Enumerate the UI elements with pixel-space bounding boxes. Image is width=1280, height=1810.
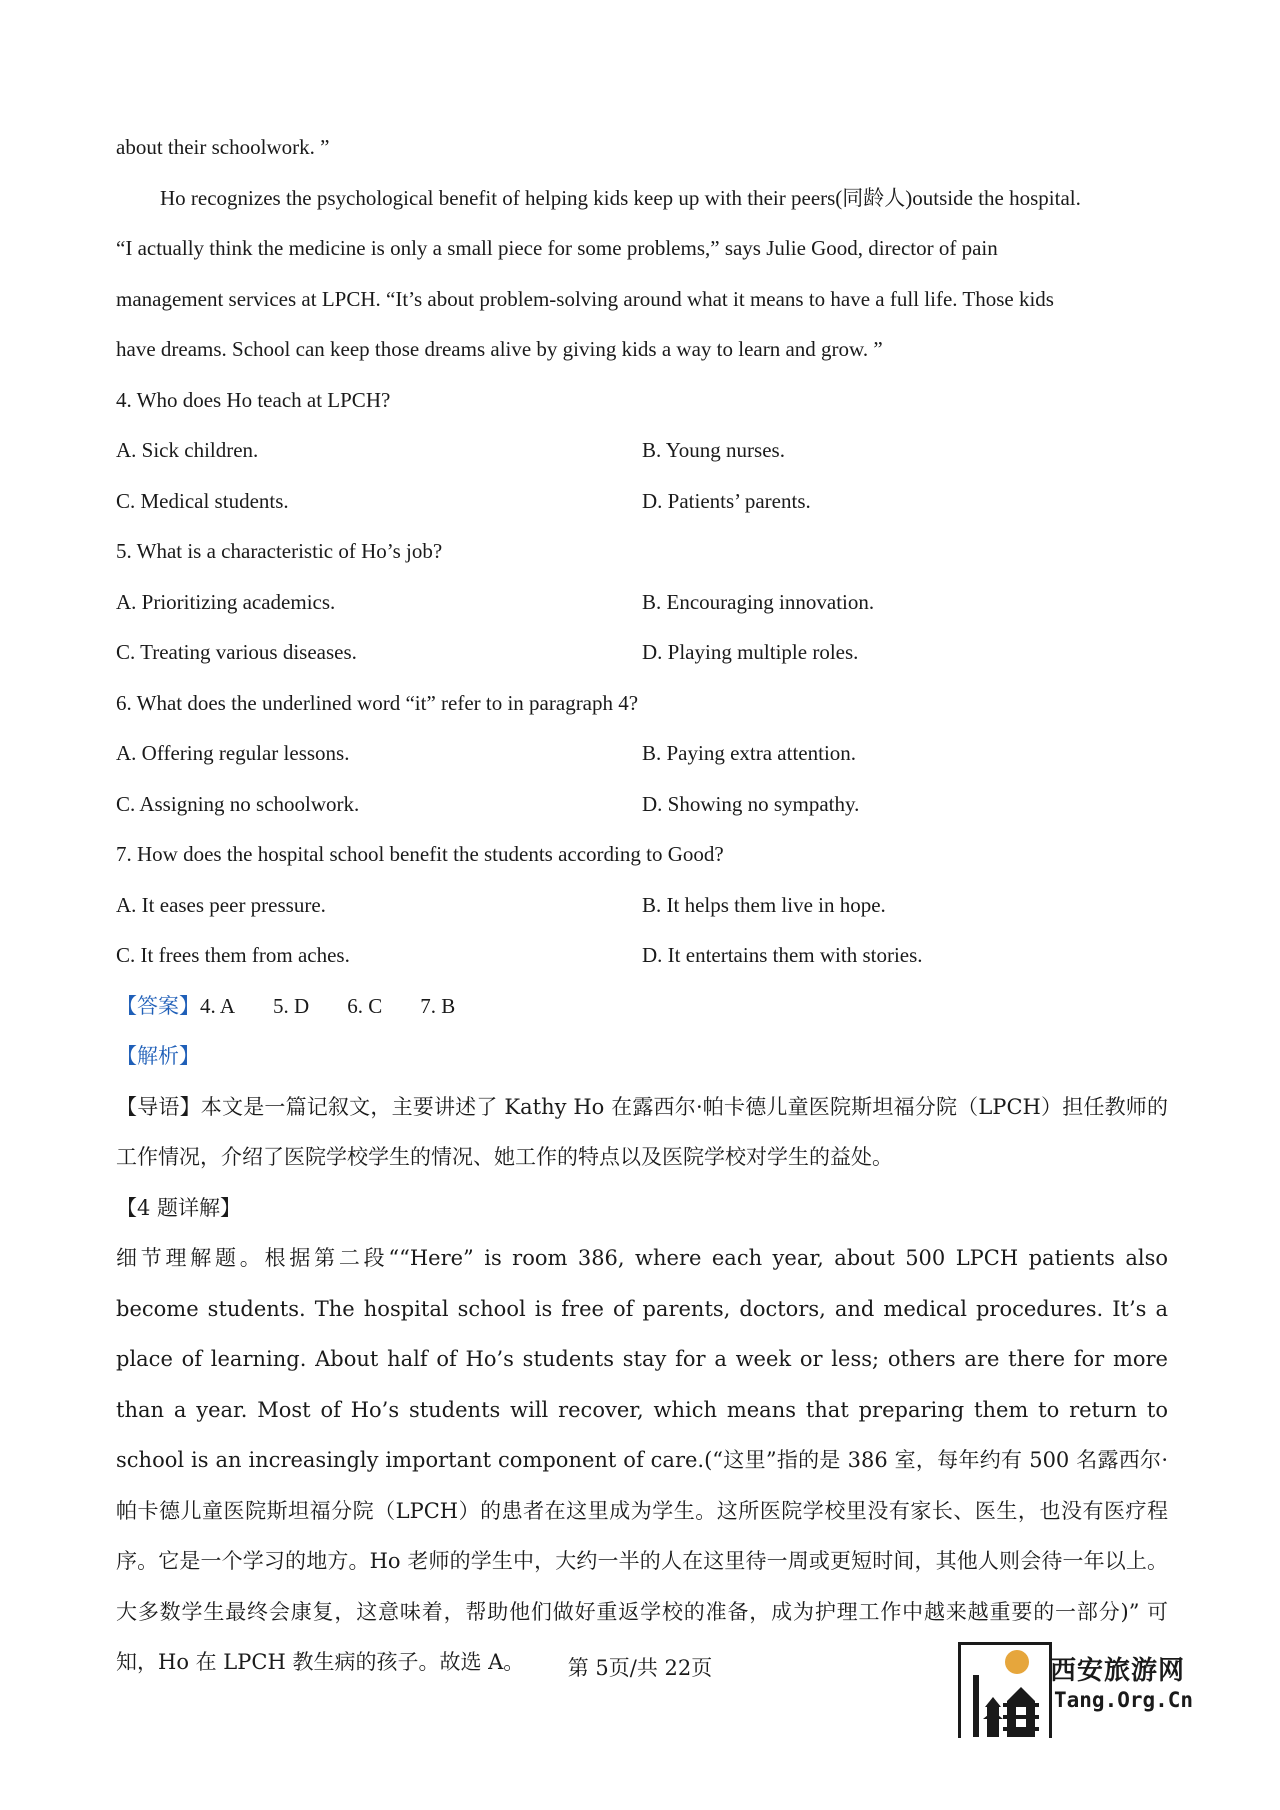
question-stem: 6. What does the underlined word “it” refer to in paragraph 4?: [116, 690, 639, 715]
options-row: [116, 779, 1168, 830]
guide-label: 【导语】: [116, 1094, 201, 1119]
option: C. Treating various diseases.: [116, 640, 357, 664]
option: A. Offering regular lessons.: [116, 741, 350, 765]
passage-line: Ho recognizes the psychological benefit of helping kids keep up with their peers(同龄人)outside the hospital.: [160, 185, 1081, 210]
answer-item: 6. C: [347, 993, 383, 1018]
option: B. It helps them live in hope.: [642, 892, 886, 917]
option: D. Playing multiple roles.: [642, 640, 859, 664]
guide-paragraph: [116, 1082, 1168, 1183]
options-row: [116, 880, 1168, 931]
option: D. It entertains them with stories.: [642, 943, 923, 967]
q4-explanation: 细节理解题。根据第二段““Here” is room 386, where each year, about 500 LPCH patients also become students. The hospital school is free of parents, doctors, and medical procedures. It’s a place of learning. About half of Ho’s students stay for a week or less; others are there for more than a year. Most of Ho’s students will recover, which means that preparing them to return to school is an increasingly important component of care.(“这里”指的是 386 室，每年约有 500 名露西尔·帕卡德儿童医院斯坦福分院（LPCH）的患者在这里成为学生。这所医院学校里没有家长、医生，也没有医疗程序。它是一个学习的地方。Ho 老师的学生中，大约一半的人在这里待一周或更短时间，其他人则会待一年以上。大多数学生最终会康复，这意味着，帮助他们做好重返学校的准备，成为护理工作中越来越重要的一部分)” 可知，Ho 在 LPCH 教生病的孩子。故选 A。: [116, 1246, 1168, 1674]
options-row: [116, 577, 1168, 628]
options-row: [116, 476, 1168, 527]
passage-line: have dreams. School can keep those dreams alive by giving kids a way to learn and grow. ”: [116, 337, 883, 361]
question-stem: 4. Who does Ho teach at LPCH?: [116, 387, 391, 412]
option: A. It eases peer pressure.: [116, 892, 326, 917]
option: D. Showing no sympathy.: [642, 791, 860, 816]
passage-line: about their schoolwork. ”: [116, 135, 330, 159]
option: B. Young nurses.: [642, 438, 785, 462]
answer-item: 7. B: [420, 993, 456, 1018]
option: A. Sick children.: [116, 438, 259, 462]
logo-title: 西安旅游网: [1050, 1656, 1186, 1686]
answer-item: 4. A: [200, 993, 236, 1018]
option: C. Medical students.: [116, 488, 289, 513]
question-stem: 7. How does the hospital school benefit the students according to Good?: [116, 842, 724, 866]
question-stem: 5. What is a characteristic of Ho’s job?: [116, 539, 443, 563]
passage-line: “I actually think the medicine is only a small piece for some problems,” says Julie Good, director of pain: [116, 236, 998, 260]
q4-label: 【4 题详解】: [116, 1195, 242, 1220]
passage-line: management services at LPCH. “It’s about problem-solving around what it means to have a full life. Those kids: [116, 286, 1054, 311]
options-row: [116, 930, 1168, 981]
option: D. Patients’ parents.: [642, 488, 811, 513]
guide-text: 本文是一篇记叙文，主要讲述了 Kathy Ho 在露西尔·帕卡德儿童医院斯坦福分院（LPCH）担任教师的工作情况，介绍了医院学校学生的情况、她工作的特点以及医院学校对学生的益处。: [116, 1094, 1169, 1169]
document-page: [116, 122, 1168, 1688]
sun-icon: [1005, 1650, 1029, 1674]
answer-item: 5. D: [273, 993, 310, 1018]
answer-line: [116, 981, 1168, 1032]
page-number: 第 5页/共 22页: [567, 1656, 713, 1680]
answer-label: 【答案】: [116, 993, 200, 1018]
site-logo: [958, 1642, 1208, 1738]
options-row: [116, 425, 1168, 476]
options-row: [116, 728, 1168, 779]
logo-url: Tang.Org.Cn: [1054, 1688, 1194, 1712]
analysis-label: 【解析】: [116, 1044, 200, 1068]
option: B. Encouraging innovation.: [642, 589, 875, 614]
option: C. Assigning no schoolwork.: [116, 791, 360, 816]
option: B. Paying extra attention.: [642, 741, 857, 765]
option: A. Prioritizing academics.: [116, 589, 336, 614]
option: C. It frees them from aches.: [116, 943, 350, 967]
options-row: [116, 627, 1168, 678]
